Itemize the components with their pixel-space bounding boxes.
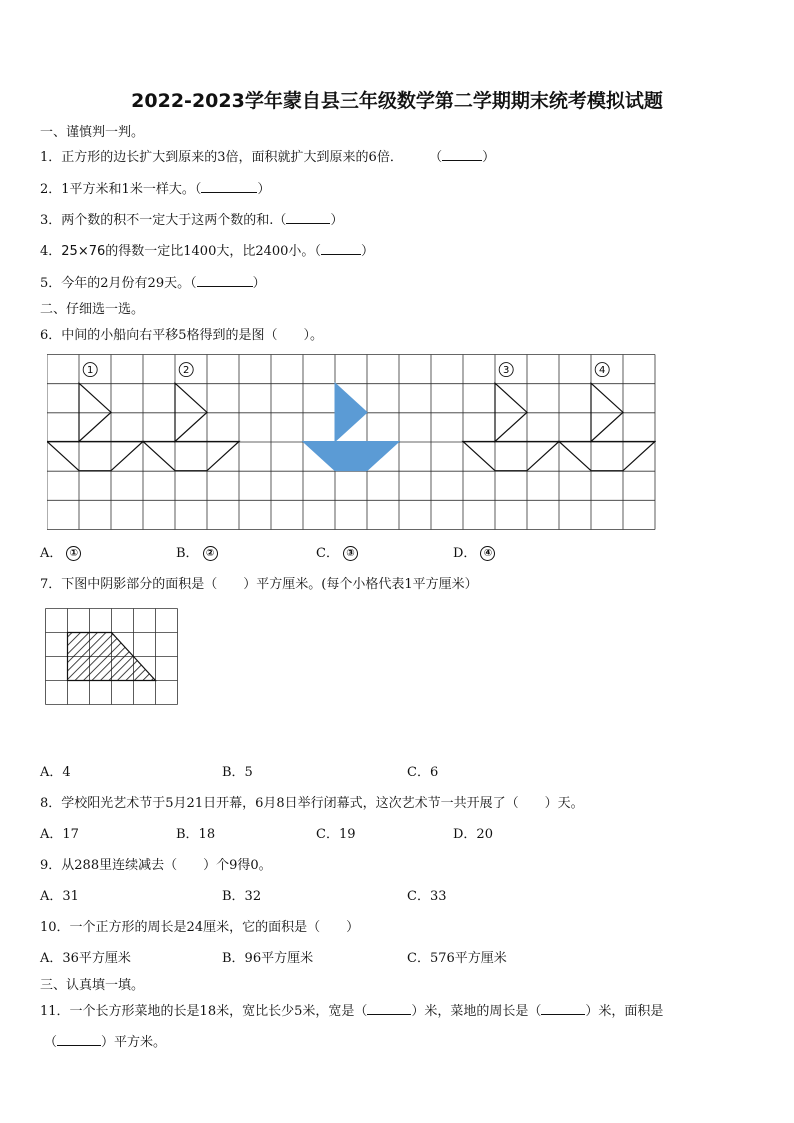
question-5-text: 5．今年的2月份有29天。 [40,276,191,291]
option-a[interactable]: A．36平方厘米 [40,951,131,966]
option-b[interactable]: B．32 [222,889,262,904]
boat-original-hull [303,442,399,471]
boat-original-sail [335,383,367,441]
boat-option-3-hull [463,442,559,471]
boat-option-2-hull [143,442,239,471]
answer-blank[interactable] [541,1002,585,1015]
question-5: 5．今年的2月份有29天。（ ） [40,276,266,291]
option-d[interactable]: D． ④ [453,542,495,561]
option-a[interactable]: A．17 [40,827,79,842]
section-heading-choose: 二、仔细选一选。 [40,302,145,317]
figure-label: 3 [503,365,510,377]
shaded-area-figure [45,608,178,706]
page-title: 2022-2023学年蒙自县三年级数学第二学期期末统考模拟试题 [131,90,663,112]
section-heading-fill: 三、认真填一填。 [40,978,145,993]
question-2-text: 2．1平方米和1米一样大。 [40,182,195,197]
option-b[interactable]: B．5 [222,765,253,780]
answer-blank[interactable] [321,242,361,255]
question-1: 1．正方形的边长扩大到原来的3倍，面积就扩大到原来的6倍． （ ） [40,150,496,165]
option-c[interactable]: C．19 [316,827,356,842]
option-b[interactable]: B．96平方厘米 [222,951,314,966]
boats [47,383,655,471]
boat-option-4-hull [559,442,655,471]
question-11: 11．一个长方形菜地的长是18米，宽比长少5米，宽是（ ）米，菜地的周长是（ ）米，面积是 [40,1004,664,1019]
question-8-text: 8．学校阳光艺术节于5月21日开幕，6月8日举行闭幕式，这次艺术节一共开展了（ ）天。 [40,796,584,811]
option-a[interactable]: A．4 [40,765,71,780]
question-4-expression: 25×76 [61,244,106,259]
question-1-text: 1．正方形的边长扩大到原来的3倍，面积就扩大到原来的6倍． [40,150,403,165]
question-4: 4．25×76的得数一定比1400大，比2400小。（ ） [40,244,374,259]
question-3-text: 3．两个数的积不一定大于这两个数的和. [40,213,274,228]
answer-blank[interactable] [57,1033,101,1046]
answer-blank[interactable] [442,148,482,161]
boat-option-2-sail [175,383,207,441]
option-b[interactable]: B．18 [176,827,216,842]
option-d[interactable]: D．20 [453,827,493,842]
question-11-continued: （ ）平方米。 [44,1035,167,1050]
answer-blank[interactable] [201,180,257,193]
boat-original [303,383,399,471]
figure-label: 4 [599,365,606,377]
question-4-text: 的得数一定比1400大，比2400小。 [105,244,315,259]
option-c[interactable]: C．6 [407,765,439,780]
option-c[interactable]: C．33 [407,889,447,904]
question-3: 3．两个数的积不一定大于这两个数的和.（ ） [40,213,344,228]
answer-blank[interactable] [286,211,330,224]
boat-option-1-hull [47,442,143,471]
boat-option-1-sail [79,383,111,441]
section-heading-judge: 一、谨慎判一判。 [40,125,145,140]
boat-option-1 [47,383,143,471]
option-b[interactable]: B． ② [176,542,218,561]
boat-grid-figure [47,354,656,530]
boat-option-4-sail [591,383,623,441]
figure-labels [83,363,609,377]
question-7-text: 7．下图中阴影部分的面积是（ ）平方厘米。(每个小格代表1平方厘米） [40,577,478,592]
question-6-text: 6．中间的小船向右平移5格得到的是图（ ）。 [40,328,324,343]
question-9-text: 9．从288里连续减去（ ）个9得0。 [40,858,272,873]
option-a[interactable]: A． ① [40,542,81,561]
boat-option-2 [143,383,239,471]
question-10-text: 10．一个正方形的周长是24厘米，它的面积是（ ） [40,920,360,935]
option-c[interactable]: C． ③ [316,542,358,561]
answer-blank[interactable] [367,1002,411,1015]
answer-blank[interactable] [197,274,253,287]
figure-label: 2 [183,365,190,377]
boat-option-3 [463,383,559,471]
boat-option-3-sail [495,383,527,441]
option-c[interactable]: C．576平方厘米 [407,951,507,966]
boat-option-4 [559,383,655,471]
option-a[interactable]: A．31 [40,889,79,904]
question-2: 2．1平方米和1米一样大。（ ） [40,182,271,197]
figure-label: 1 [87,365,94,377]
